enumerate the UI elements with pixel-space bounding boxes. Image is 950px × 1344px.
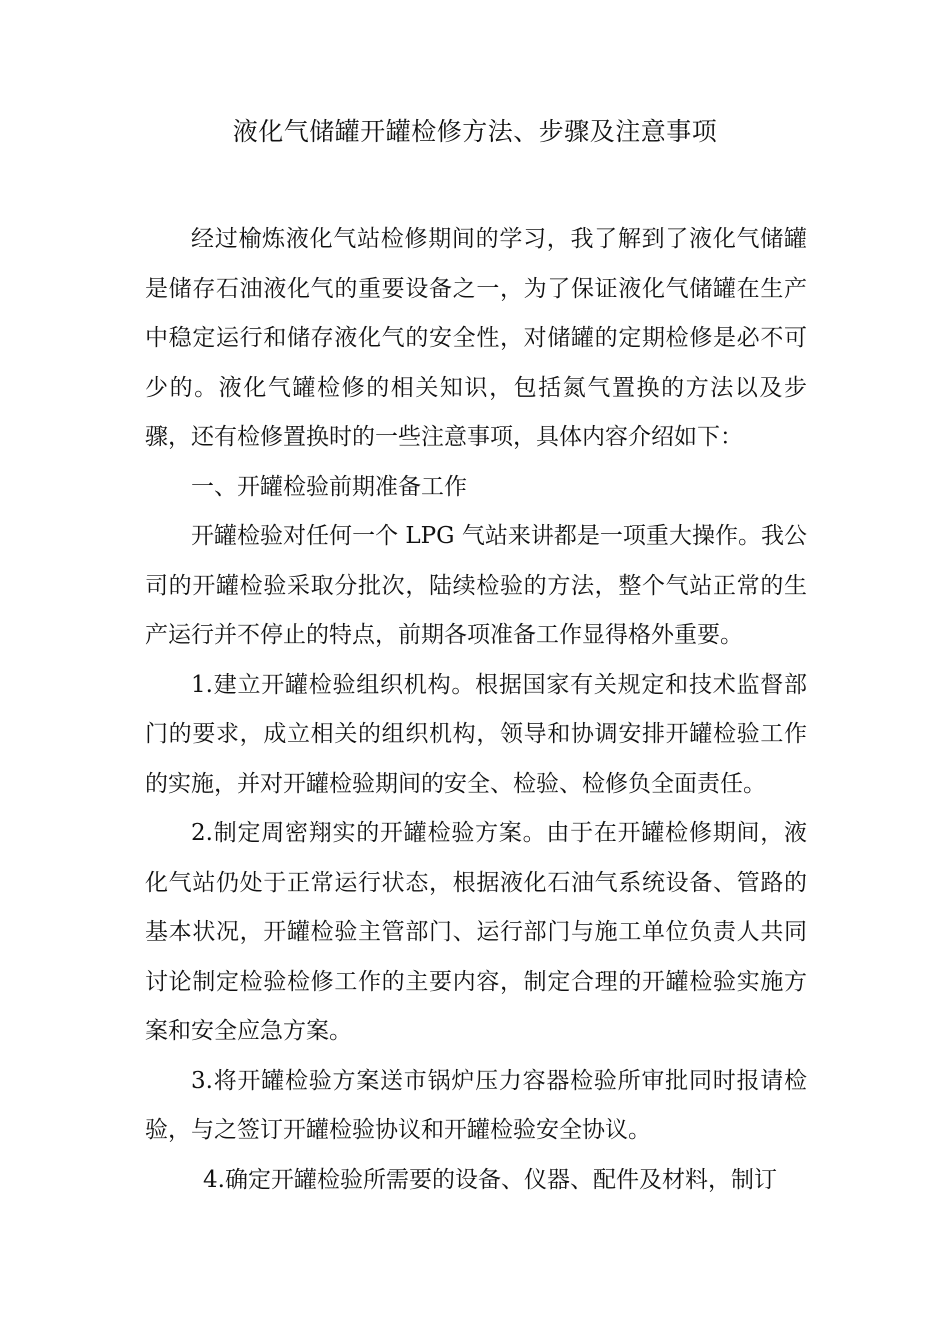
paragraph-item-4: 4.确定开罐检验所需要的设备、仪器、配件及材料，制订 <box>203 1166 777 1193</box>
paragraph-intro: 经过榆炼液化气站检修期间的学习，我了解到了液化气储罐是储存石油液化气的重要设备之一，为了保证液化气储罐在生产中稳定运行和储存液化气的安全性，对储罐的定期检修是必不可少的。液化气罐检修的相关知识，包括氮气置换的方法以及步骤，还有检修置换时的一些注意事项，具体内容介绍如下： <box>145 226 807 450</box>
document-body <box>145 215 807 1205</box>
section-heading-preparation: 一、开罐检验前期准备工作 <box>191 473 467 500</box>
document-title: 液化气储罐开罐检修方法、步骤及注意事项 <box>232 117 718 146</box>
paragraph-item-3: 3.将开罐检验方案送市锅炉压力容器检验所审批同时报请检验，与之签订开罐检验协议和开罐检验安全协议。 <box>145 1067 807 1143</box>
paragraph-overview: 开罐检验对任何一个 LPG 气站来讲都是一项重大操作。我公司的开罐检验采取分批次，陆续检验的方法，整个气站正常的生产运行并不停止的特点，前期各项准备工作显得格外重要。 <box>145 523 807 648</box>
paragraph-item-1: 1.建立开罐检验组织机构。根据国家有关规定和技术监督部门的要求，成立相关的组织机构，领导和协调安排开罐检验工作的实施，并对开罐检验期间的安全、检验、检修负全面责任。 <box>145 671 807 797</box>
paragraph-item-2: 2.制定周密翔实的开罐检验方案。由于在开罐检修期间，液化气站仍处于正常运行状态，根据液化石油气系统设备、管路的基本状况，开罐检验主管部门、运行部门与施工单位负责人共同讨论制定检验检修工作的主要内容，制定合理的开罐检验实施方案和安全应急方案。 <box>145 820 807 1044</box>
